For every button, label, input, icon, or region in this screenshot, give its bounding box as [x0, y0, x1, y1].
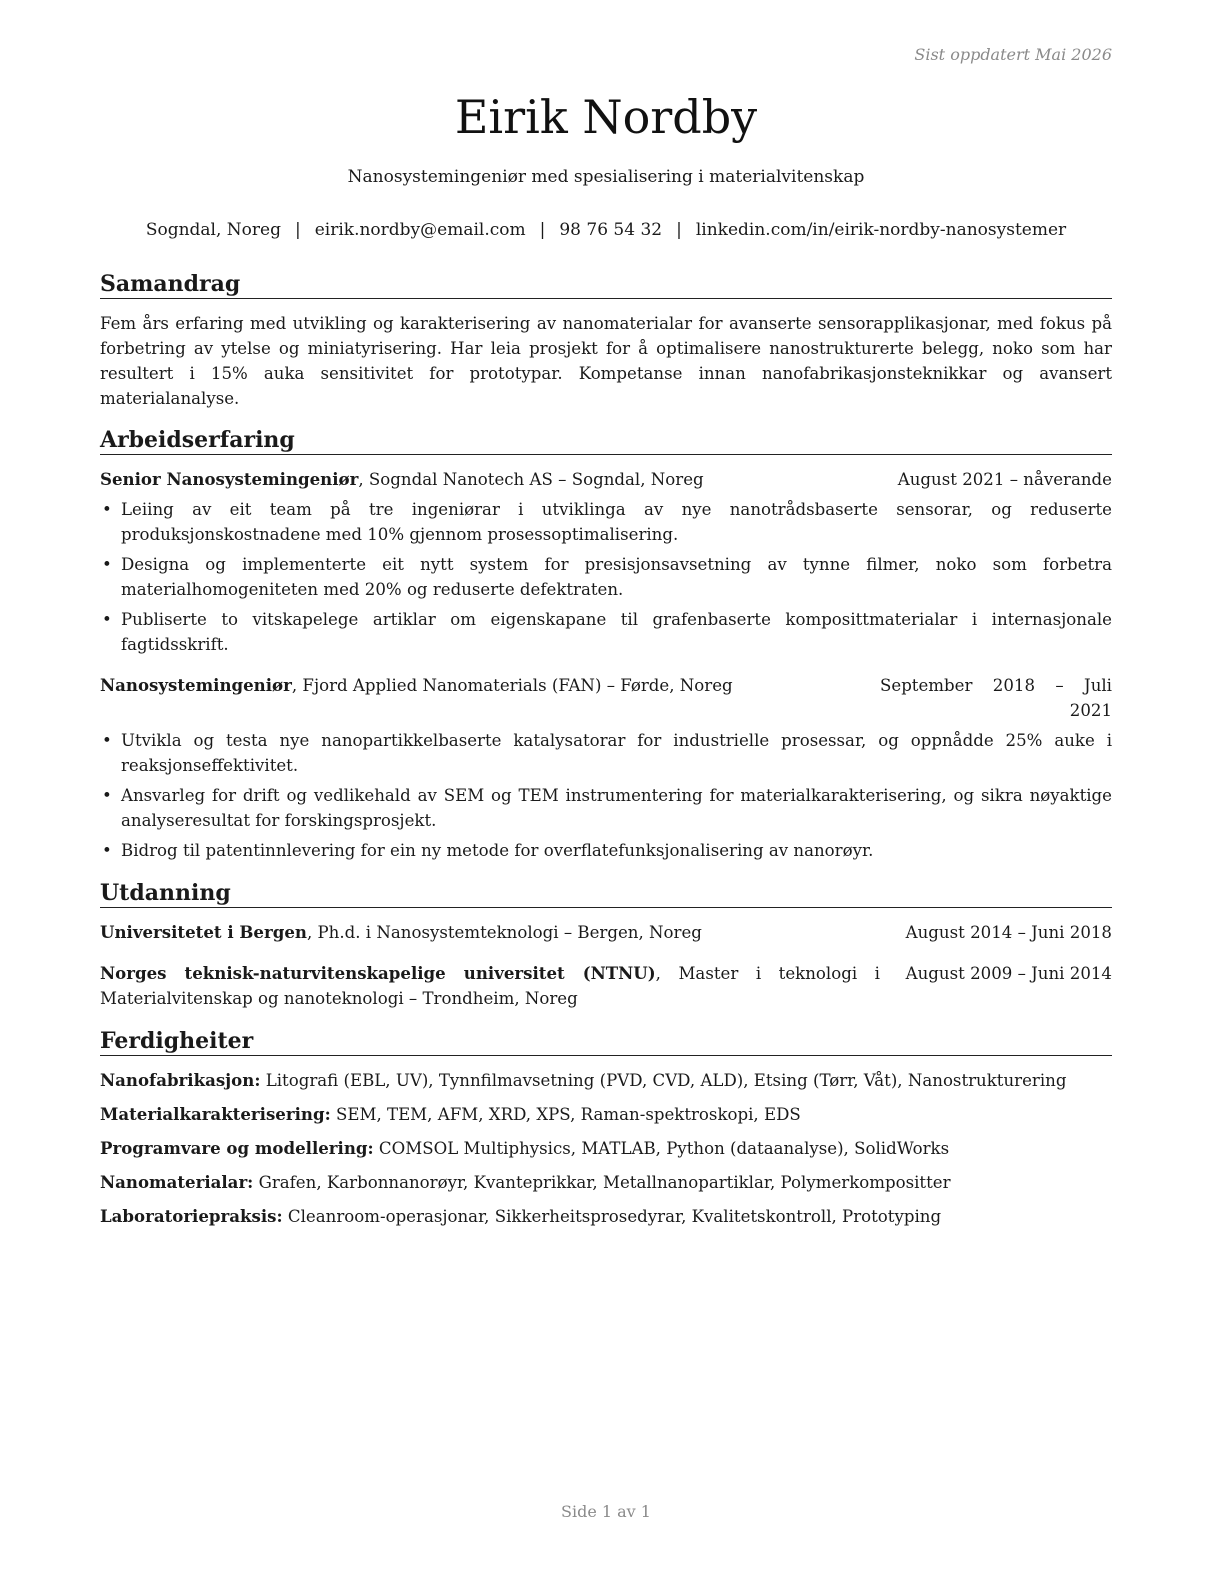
skill-row [100, 1204, 1112, 1229]
bullet-icon: • [102, 786, 112, 805]
skill-value: SEM, TEM, AFM, XRD, XPS, Raman-spektroskopi, EDS [330, 1105, 801, 1124]
bullet-text: Utvikla og testa nye nanopartikkelbaserte katalysatorar for industrielle prosessar, og oppnådde 25% auke i reaksjonseffektivitet. [121, 731, 1112, 775]
experience-section [100, 426, 1112, 863]
section-title-education: Utdanning [100, 879, 1112, 908]
bullet-icon: • [102, 731, 112, 750]
contact-separator: | [539, 220, 546, 240]
education-entry [100, 920, 1112, 945]
job-org: , Sogndal Nanotech AS – Sogndal, Noreg [358, 470, 704, 489]
education-dates: August 2014 – Juni 2018 [905, 923, 1112, 942]
skill-label: Materialkarakterisering: [100, 1104, 331, 1124]
skill-value: Grafen, Karbonnanorøyr, Kvanteprikkar, Metallnanopartiklar, Polymerkompositter [253, 1173, 951, 1192]
education-detail: , Master i teknologi i Materialvitenskap og nanoteknologi – Trondheim, Noreg [100, 964, 880, 1008]
skill-row [100, 1102, 1112, 1127]
job-entry [100, 467, 1112, 657]
bullet-text: Designa og implementerte eit nytt system for presisjonsavsetning av tynne filmer, noko som forbetra materialhomogeniteten med 20% og reduserte defektraten. [121, 555, 1112, 599]
contact-email[interactable]: eirik.nordby@email.com [314, 220, 526, 240]
section-title-summary: Samandrag [100, 270, 1112, 299]
resume-page [100, 0, 1112, 1584]
skill-row [100, 1170, 1112, 1195]
summary-text: Fem års erfaring med utvikling og karakterisering av nanomaterialar for avanserte sensorapplikasjonar, med fokus på forbetring av ytelse og miniatyrisering. Har leia prosjekt for å optimalisere nanostrukturerte belegg, noko som har resultert i 15% auka sensitivitet for prototypar. Kompetanse innan nanofabrikasjonsteknikkar og avansert materialanalyse. [100, 314, 1112, 408]
section-title-skills: Ferdigheiter [100, 1027, 1112, 1056]
education-school: Universitetet i Bergen [100, 922, 307, 942]
list-item [100, 552, 1112, 602]
bullet-icon: • [102, 555, 112, 574]
list-item [100, 783, 1112, 833]
job-header [100, 467, 1112, 492]
list-item [100, 728, 1112, 778]
skill-value: Litografi (EBL, UV), Tynnfilmavsetning (PVD, CVD, ALD), Etsing (Tørr, Våt), Nanostrukturering [260, 1071, 1067, 1090]
skills-section [100, 1027, 1112, 1229]
education-school: Norges teknisk-naturvitenskapelige universitet (NTNU) [100, 963, 656, 983]
job-dates: August 2021 – nåverande [897, 470, 1112, 489]
list-item [100, 838, 1112, 863]
last-updated: Sist oppdatert Mai 2026 [914, 45, 1112, 64]
skill-label: Laboratoriepraksis: [100, 1206, 283, 1226]
skill-row [100, 1136, 1112, 1161]
list-item [100, 607, 1112, 657]
education-dates: August 2009 – Juni 2014 [905, 964, 1112, 983]
contact-phone: 98 76 54 32 [559, 220, 663, 240]
contact-linkedin[interactable]: linkedin.com/in/eirik-nordby-nanosystemer [695, 220, 1067, 240]
skill-value: COMSOL Multiphysics, MATLAB, Python (dataanalyse), SolidWorks [373, 1139, 950, 1158]
headline: Nanosystemingeniør med spesialisering i materialvitenskap [347, 167, 865, 187]
job-role: Nanosystemingeniør [100, 675, 292, 695]
job-role: Senior Nanosystemingeniør [100, 469, 359, 489]
page-number: Side 1 av 1 [561, 1502, 651, 1521]
section-title-experience: Arbeidserfaring [100, 426, 1112, 455]
job-title-line [100, 673, 864, 698]
education-line [100, 961, 880, 1011]
job-org: , Fjord Applied Nanomaterials (FAN) – Førde, Noreg [291, 676, 733, 695]
skill-value: Cleanroom-operasjonar, Sikkerheitsprosedyrar, Kvalitetskontroll, Prototyping [282, 1207, 942, 1226]
education-line [100, 920, 880, 945]
bullet-icon: • [102, 500, 112, 519]
contact-separator: | [294, 220, 301, 240]
candidate-name: Eirik Nordby [454, 90, 758, 144]
contact-location: Sogndal, Noreg [145, 220, 281, 240]
job-bullets [100, 728, 1112, 863]
job-bullets [100, 497, 1112, 657]
summary-section [100, 270, 1112, 411]
education-entry [100, 961, 1112, 1011]
skill-row [100, 1068, 1112, 1093]
contact-line [100, 220, 1112, 240]
contact-separator: | [676, 220, 682, 240]
bullet-icon: • [102, 841, 112, 860]
skill-label: Programvare og modellering: [100, 1138, 374, 1158]
list-item [100, 497, 1112, 547]
education-detail: , Ph.d. i Nanosystemteknologi – Bergen, Noreg [306, 923, 702, 942]
bullet-text: Ansvarleg for drift og vedlikehald av SEM og TEM instrumentering for materialkarakterisering, og sikra nøyaktige analyseresultat for forskingsprosjekt. [121, 786, 1112, 830]
job-entry [100, 673, 1112, 863]
bullet-text: Leiing av eit team på tre ingeniørar i utviklinga av nye nanotrådsbaserte sensorar, og reduserte produksjonskostnadene med 10% gjennom prosessoptimalisering. [121, 500, 1112, 544]
bullet-text: Bidrog til patentinnlevering for ein ny metode for overflatefunksjonalisering av nanorøyr. [121, 841, 874, 860]
skill-label: Nanomaterialar: [100, 1172, 254, 1192]
job-title-line [100, 467, 882, 492]
education-section [100, 879, 1112, 1011]
bullet-text: Publiserte to vitskapelege artiklar om eigenskapane til grafenbaserte komposittmaterialar i internasjonale fagtidsskrift. [121, 610, 1112, 654]
job-dates: September 2018 – Juli 2021 [880, 676, 1112, 720]
skill-label: Nanofabrikasjon: [100, 1070, 261, 1090]
job-header [100, 673, 1112, 723]
bullet-icon: • [102, 610, 112, 629]
resume-content [100, 270, 1112, 1244]
